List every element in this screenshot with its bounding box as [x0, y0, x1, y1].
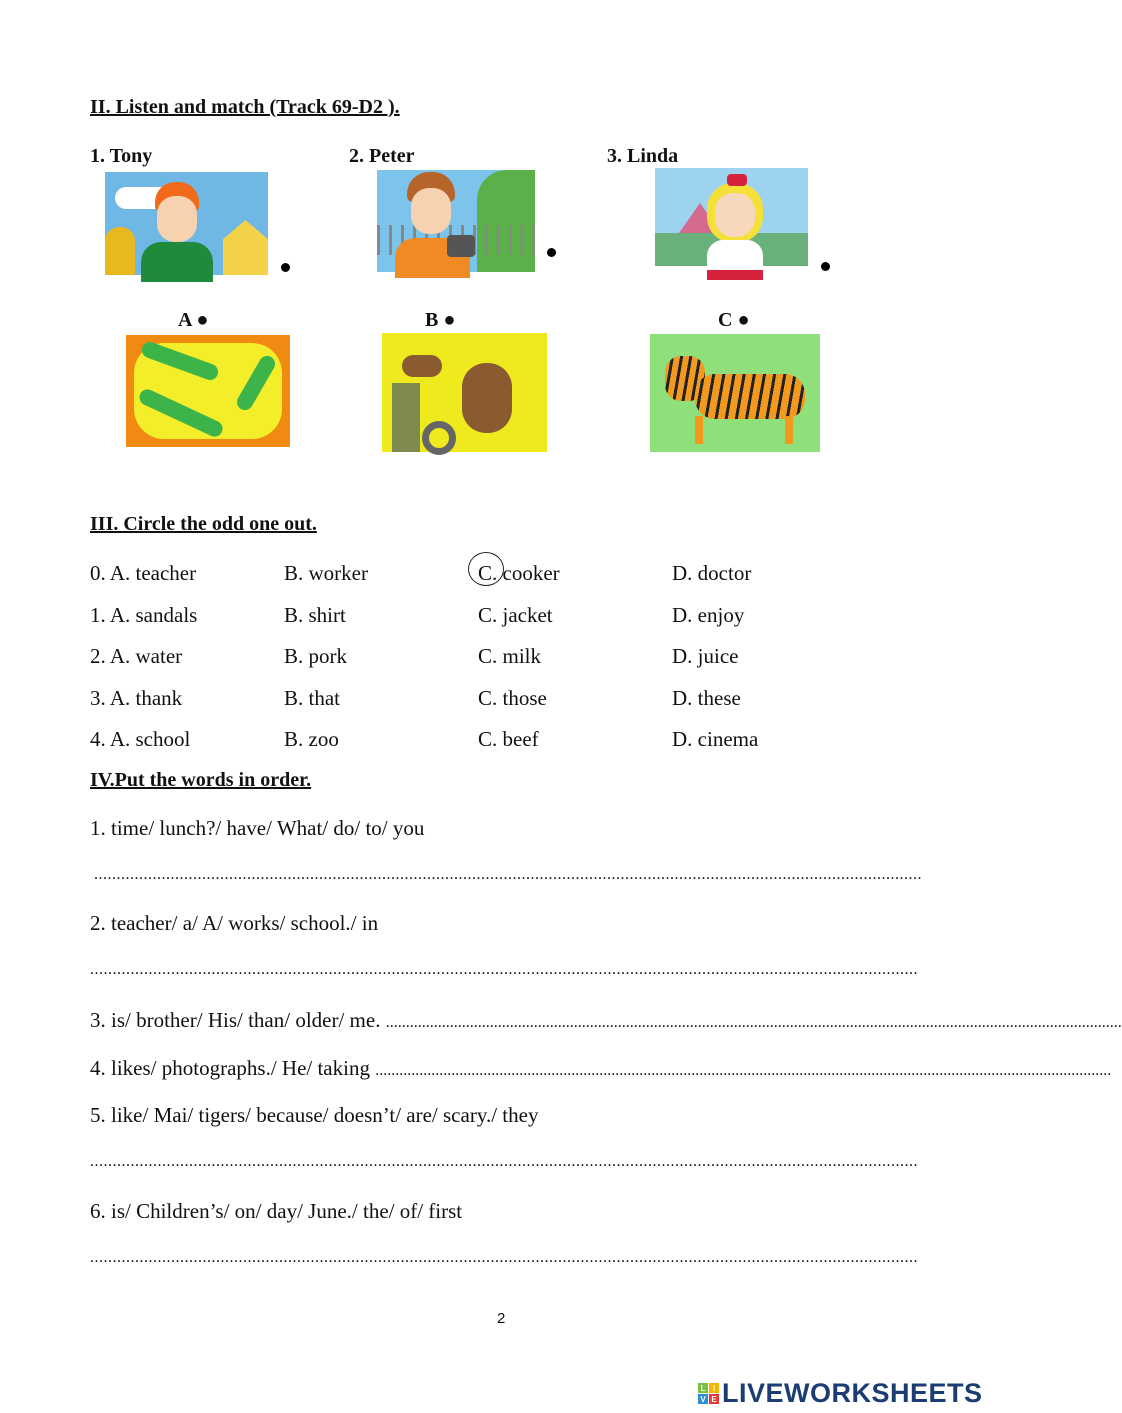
person-label-linda: 3. Linda — [607, 145, 679, 167]
option[interactable]: D. doctor — [672, 561, 752, 585]
option[interactable]: C. those — [478, 686, 547, 710]
animal-label-b[interactable]: B ● — [425, 309, 456, 331]
order-item-5: 5. like/ Mai/ tigers/ because/ doesn’t/ are/ scary./ they — [90, 1103, 539, 1127]
order-item-4: 4. likes/ photographs./ He/ taking — [90, 1056, 370, 1080]
tigers-picture — [650, 334, 820, 452]
tony-picture — [105, 172, 268, 275]
section-4-title: IV.Put the words in order. — [90, 769, 312, 791]
order-item-6: 6. is/ Children’s/ on/ day/ June./ the/ of/ first — [90, 1199, 463, 1223]
option[interactable]: C. beef — [478, 727, 539, 751]
option[interactable]: B. pork — [284, 644, 347, 668]
person-label-tony: 1. Tony — [90, 145, 153, 167]
monkeys-picture — [382, 333, 547, 452]
option[interactable]: 0. A. teacher — [90, 561, 197, 585]
option[interactable]: 4. A. school — [90, 727, 191, 751]
match-dot-tony[interactable] — [281, 263, 290, 272]
option[interactable]: B. zoo — [284, 727, 339, 751]
answer-line-3[interactable]: ........................................................................................................................................................................................ — [385, 1014, 1122, 1031]
option[interactable]: B. shirt — [284, 603, 346, 627]
option[interactable]: 2. A. water — [90, 644, 183, 668]
liveworksheets-logo — [698, 1378, 983, 1409]
peter-picture — [377, 170, 535, 272]
answer-line-2[interactable]: ........................................................................................................................................................................................ — [90, 961, 918, 978]
option[interactable]: 1. A. sandals — [90, 603, 198, 627]
option[interactable]: D. cinema — [672, 727, 759, 751]
crocodiles-picture — [126, 335, 290, 447]
option[interactable]: D. juice — [672, 644, 739, 668]
animal-label-a[interactable]: A ● — [178, 309, 209, 331]
linda-picture — [655, 168, 808, 266]
option[interactable]: D. enjoy — [672, 603, 745, 627]
order-item-3: 3. is/ brother/ His/ than/ older/ me. — [90, 1008, 381, 1032]
option[interactable]: B. that — [284, 686, 340, 710]
answer-line-1[interactable]: ........................................................................................................................................................................................ — [94, 866, 922, 883]
option[interactable]: 3. A. thank — [90, 686, 183, 710]
option[interactable]: D. these — [672, 686, 741, 710]
person-label-peter: 2. Peter — [349, 145, 415, 167]
match-dot-linda[interactable] — [821, 262, 830, 271]
order-item-4-row — [90, 1056, 1112, 1081]
option[interactable]: C. milk — [478, 644, 542, 668]
answer-line-4[interactable]: ........................................................................................................................................................................................ — [375, 1062, 1112, 1079]
answer-line-5[interactable]: ........................................................................................................................................................................................ — [90, 1153, 918, 1170]
order-item-3-row — [90, 1008, 1122, 1033]
animal-label-c[interactable]: C ● — [718, 309, 750, 331]
order-item-1: 1. time/ lunch?/ have/ What/ do/ to/ you — [90, 816, 425, 840]
option[interactable]: C. jacket — [478, 603, 553, 627]
match-dot-peter[interactable] — [547, 248, 556, 257]
option[interactable]: B. worker — [284, 561, 368, 585]
page-number: 2 — [497, 1310, 506, 1327]
order-item-2: 2. teacher/ a/ A/ works/ school./ in — [90, 911, 379, 935]
answer-line-6[interactable]: ........................................................................................................................................................................................ — [90, 1249, 918, 1266]
section-2-title: II. Listen and match (Track 69-D2 ). — [90, 96, 400, 118]
logo-blocks-icon: L I V E — [698, 1383, 719, 1404]
section-3-title: III. Circle the odd one out. — [90, 513, 317, 535]
option[interactable]: C. cooker — [478, 561, 560, 585]
logo-text: LIVEWORKSHEETS — [722, 1378, 983, 1408]
